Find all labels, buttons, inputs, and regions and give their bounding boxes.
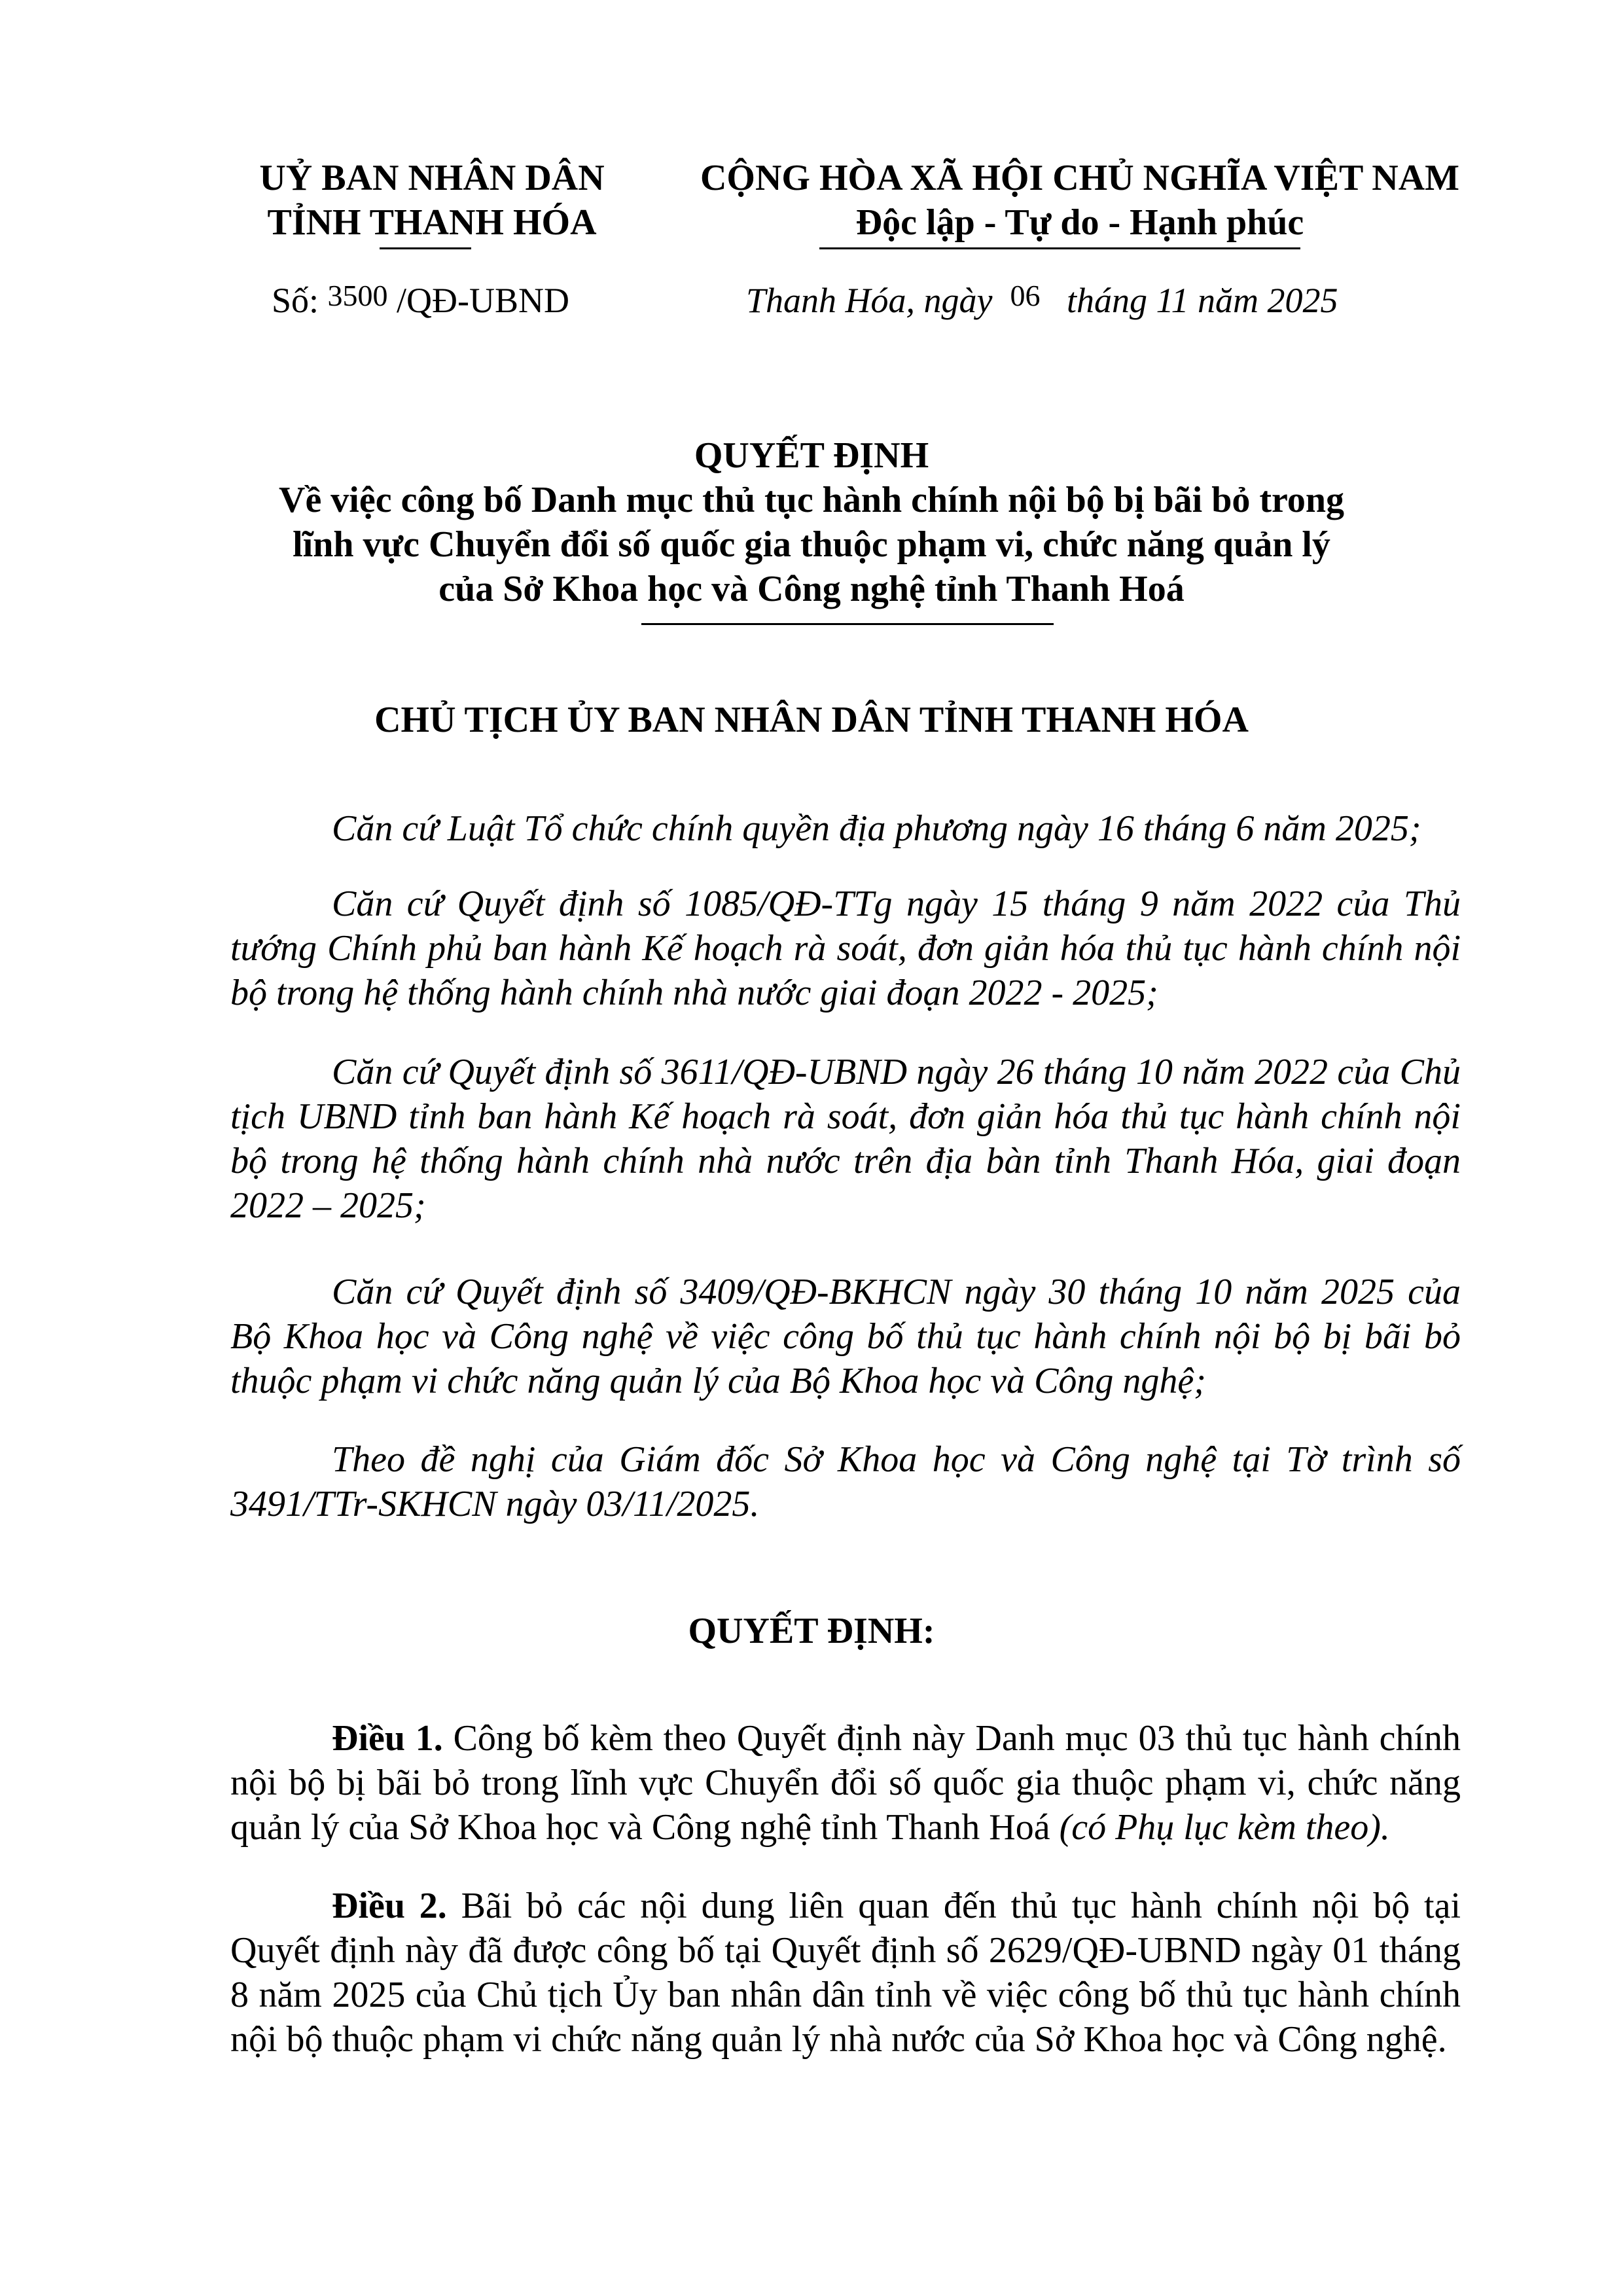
preamble-paragraph — [230, 882, 1461, 1015]
document-number-prefix: Số: — [272, 281, 319, 320]
article-1 — [230, 1716, 1461, 1850]
article-2-text: Bãi bỏ các nội dung liên quan đến thủ tục hành chính nội bộ tại Quyết định này đã được công bố tại Quyết định số 2629/QĐ-UBND ngày 01 tháng 8 năm 2025 của Chủ tịch Ủy ban nhân dân tỉnh về việc công bố thủ tục hành chính nội bộ thuộc phạm vi chức năng quản lý nhà nước của Sở Khoa học và Công nghệ. — [230, 1886, 1461, 2060]
preamble-paragraph — [230, 1437, 1461, 1526]
article-1-label: Điều 1. — [332, 1718, 443, 1759]
decision-heading: QUYẾT ĐỊNH — [694, 435, 929, 476]
preamble-text: Căn cứ Quyết định số 1085/QĐ-TTg ngày 15 tháng 9 năm 2022 của Thủ tướng Chính phủ ban hành Kế hoạch rà soát, đơn giản hóa thủ tục hành chính nội bộ trong hệ thống hành chính nhà nước giai đoạn 2022 - 2025; — [230, 884, 1461, 1013]
preamble-paragraph — [230, 806, 1461, 851]
article-2-label: Điều 2. — [332, 1886, 447, 1926]
national-motto — [681, 156, 1479, 245]
title-underline — [641, 623, 1054, 625]
preamble-paragraph — [230, 1050, 1461, 1228]
document-date-prefix: Thanh Hóa, ngày — [746, 281, 993, 320]
document-number-suffix: /QĐ-UBND — [397, 281, 570, 320]
issuing-authority — [229, 156, 635, 245]
preamble-text: Theo đề nghị của Giám đốc Sở Khoa học và Công nghệ tại Tờ trình số 3491/TTr-SKHCN ngày 03/11/2025. — [230, 1439, 1461, 1524]
national-title: CỘNG HÒA XÃ HỘI CHỦ NGHĨA VIỆT NAM — [700, 158, 1460, 198]
decision-subject-line2: lĩnh vực Chuyển đổi số quốc gia thuộc phạm vi, chức năng quản lý — [293, 524, 1330, 565]
national-motto-underline — [819, 247, 1300, 249]
document-date-suffix: tháng 11 năm 2025 — [1067, 281, 1338, 320]
signing-authority: CHỦ TỊCH ỦY BAN NHÂN DÂN TỈNH THANH HÓA — [374, 700, 1249, 740]
preamble-text: Căn cứ Luật Tổ chức chính quyền địa phương ngày 16 tháng 6 năm 2025; — [332, 808, 1421, 849]
article-1-note: (có Phụ lục kèm theo). — [1059, 1807, 1390, 1848]
document-date-day: 06 — [1010, 279, 1041, 312]
article-1-text: Công bố kèm theo Quyết định này Danh mục 03 thủ tục hành chính nội bộ bị bãi bỏ trong lĩnh vực Chuyển đổi số quốc gia thuộc phạm vi, chức năng quản lý của Sở Khoa học và Công nghệ tỉnh Thanh Hoá — [230, 1718, 1461, 1848]
preamble-paragraph — [230, 1270, 1461, 1403]
preamble-text: Căn cứ Quyết định số 3611/QĐ-UBND ngày 26 tháng 10 năm 2022 của Chủ tịch UBND tỉnh ban hành Kế hoạch rà soát, đơn giản hóa thủ tục hành chính nội bộ trong hệ thống hành chính nhà nước trên địa bàn tỉnh Thanh Hóa, giai đoạn 2022 – 2025; — [230, 1052, 1461, 1226]
issuing-authority-line1: UỶ BAN NHÂN DÂN — [259, 158, 605, 198]
decision-subject-line3: của Sở Khoa học và Công nghệ tỉnh Thanh Hoá — [438, 569, 1185, 609]
article-2 — [230, 1884, 1461, 2062]
document-number — [272, 280, 569, 321]
document-date — [746, 280, 1338, 321]
preamble-text: Căn cứ Quyết định số 3409/QĐ-BKHCN ngày 30 tháng 10 năm 2025 của Bộ Khoa học và Công nghệ về việc công bố thủ tục hành chính nội bộ bị bãi bỏ thuộc phạm vi chức năng quản lý của Bộ Khoa học và Công nghệ; — [230, 1272, 1461, 1401]
decision-title — [196, 433, 1427, 611]
decision-operative-heading: QUYẾT ĐỊNH: — [688, 1611, 935, 1651]
national-motto-line: Độc lập - Tự do - Hạnh phúc — [855, 202, 1304, 243]
decision-subject-line1: Về việc công bố Danh mục thủ tục hành chính nội bộ bị bãi bỏ trong — [279, 480, 1344, 520]
issuing-authority-underline — [380, 247, 471, 249]
document-number-value: 3500 — [327, 279, 388, 312]
issuing-authority-line2: TỈNH THANH HÓA — [267, 202, 597, 243]
